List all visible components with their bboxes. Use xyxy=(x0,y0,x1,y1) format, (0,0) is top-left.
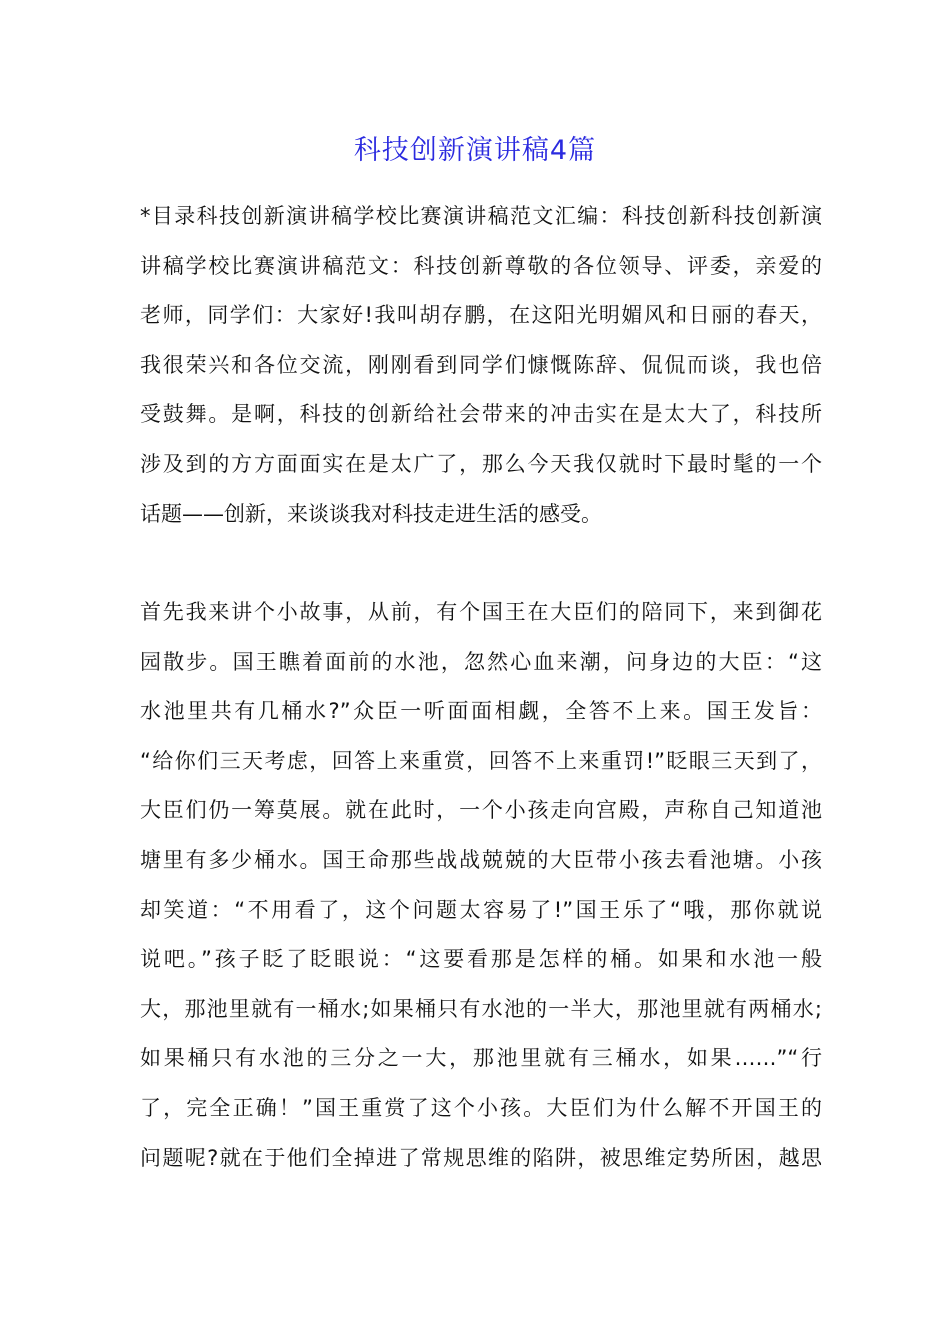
text-line: 大，那池里就有一桶水;如果桶只有水池的一半大，那池里就有两桶水; xyxy=(140,996,822,1021)
text-line: 了，完全正确！”国王重赏了这个小孩。大臣们为什么解不开国王的 xyxy=(140,1095,822,1120)
text-line: 话题——创新，来谈谈我对科技走进生活的感受。 xyxy=(140,501,602,526)
text-line: “给你们三天考虑，回答上来重赏，回答不上来重罚!”眨眼三天到了， xyxy=(140,748,822,773)
text-line: 老师，同学们：大家好!我叫胡存鹏，在这阳光明媚风和日丽的春天， xyxy=(140,303,822,328)
text-line: 首先我来讲个小故事，从前，有个国王在大臣们的陪同下，来到御花 xyxy=(140,600,822,624)
text-line: 讲稿学校比赛演讲稿范文：科技创新尊敬的各位领导、评委，亲爱的 xyxy=(140,253,822,278)
text-line: 大臣们仍一筹莫展。就在此时，一个小孩走向宫殿，声称自己知道池 xyxy=(140,798,822,823)
text-line: 我很荣兴和各位交流，刚刚看到同学们慷慨陈辞、侃侃而谈，我也倍 xyxy=(140,352,822,377)
text-line: 却笑道：“不用看了，这个问题太容易了!”国王乐了“哦，那你就说 xyxy=(140,897,822,922)
text-line: 问题呢?就在于他们全掉进了常规思维的陷阱，被思维定势所困，越思 xyxy=(140,1145,822,1170)
paragraph-intro xyxy=(140,192,822,539)
text-line: 受鼓舞。是啊，科技的创新给社会带来的冲击实在是太大了，科技所 xyxy=(140,402,822,427)
paragraph-story xyxy=(140,588,822,1183)
text-line: 涉及到的方方面面实在是太广了，那么今天我仅就时下最时髦的一个 xyxy=(140,451,822,476)
document-title: 科技创新演讲稿4篇 xyxy=(353,135,597,166)
text-line: 如果桶只有水池的三分之一大，那池里就有三桶水，如果……”“行 xyxy=(140,1046,822,1071)
text-line: 水池里共有几桶水?”众臣一听面面相觑，全答不上来。国王发旨： xyxy=(140,699,822,724)
text-line: 说吧。”孩子眨了眨眼说：“这要看那是怎样的桶。如果和水池一般 xyxy=(140,947,822,972)
text-line: *目录科技创新演讲稿学校比赛演讲稿范文汇编：科技创新科技创新演 xyxy=(140,204,822,228)
text-line: 园散步。国王瞧着面前的水池，忽然心血来潮，问身边的大臣：“这 xyxy=(140,649,822,674)
text-line: 塘里有多少桶水。国王命那些战战兢兢的大臣带小孩去看池塘。小孩 xyxy=(140,847,822,872)
